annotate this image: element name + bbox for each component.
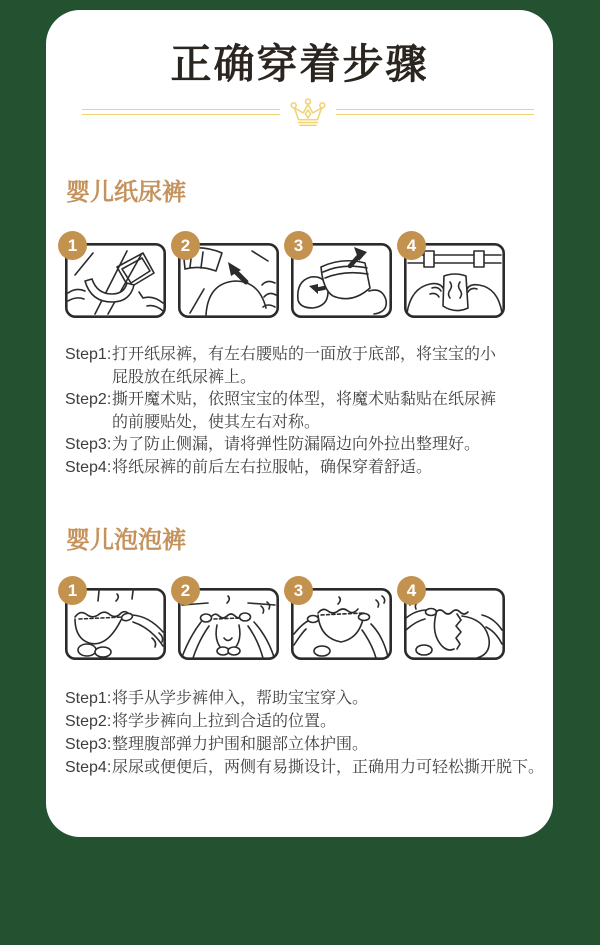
step-illustration-panel bbox=[291, 236, 392, 318]
step-illustration-panel bbox=[404, 581, 505, 660]
step-illustration-panel bbox=[291, 581, 392, 660]
step-illustration-panel bbox=[65, 236, 166, 318]
step-illustration-panel bbox=[178, 581, 279, 660]
step-illustration-panel bbox=[404, 236, 505, 318]
step-label: Step2: bbox=[65, 713, 112, 730]
step-label: Step2: bbox=[65, 391, 112, 408]
step-lines bbox=[112, 687, 545, 710]
step-number-badge: 1 bbox=[58, 576, 87, 605]
step-item bbox=[65, 389, 545, 434]
step-lines bbox=[112, 344, 545, 389]
step-line: 将学步裤向上拉到合适的位置。 bbox=[112, 713, 337, 730]
step-line: 尿尿或便便后，两侧有易撕设计，正确用力可轻松撕开脱下。 bbox=[112, 759, 545, 776]
step-number-badge: 4 bbox=[397, 231, 426, 260]
section-heading-pull-up-pants: 婴儿泡泡裤 bbox=[66, 527, 186, 554]
step-line: 打开纸尿裤，有左右腰贴的一面放于底部，将宝宝的小 bbox=[112, 346, 497, 363]
step-item bbox=[65, 710, 545, 733]
step-lines bbox=[112, 756, 545, 779]
step-item bbox=[65, 434, 545, 457]
step-item bbox=[65, 756, 545, 779]
step-line: 整理腹部弹力护围和腿部立体护围。 bbox=[112, 736, 369, 753]
divider-line-right bbox=[336, 109, 534, 115]
step-label: Step1: bbox=[65, 690, 112, 707]
divider-line-left bbox=[82, 109, 280, 115]
step-illustration-panel bbox=[178, 236, 279, 318]
section-heading-tape-diaper: 婴儿纸尿裤 bbox=[66, 179, 186, 206]
tape-diaper-steps-text bbox=[65, 344, 545, 479]
step-line: 将手从学步裤伸入，帮助宝宝穿入。 bbox=[112, 690, 369, 707]
step-number-badge: 1 bbox=[58, 231, 87, 260]
step-lines bbox=[112, 457, 545, 480]
step-label: Step3: bbox=[65, 436, 112, 453]
step-label: Step4: bbox=[65, 759, 112, 776]
step-lines bbox=[112, 434, 545, 457]
step-line: 将纸尿裤的前后左右拉服帖，确保穿着舒适。 bbox=[112, 458, 433, 476]
step-number-badge: 4 bbox=[397, 576, 426, 605]
step-label: Step3: bbox=[65, 736, 112, 753]
step-number-badge: 3 bbox=[284, 576, 313, 605]
step-number-badge: 2 bbox=[171, 231, 200, 260]
step-line: 为了防止侧漏，请将弹性防漏隔边向外拉出整理好。 bbox=[112, 436, 481, 453]
step-lines bbox=[112, 389, 545, 434]
step-label: Step4: bbox=[65, 458, 112, 476]
step-lines bbox=[112, 710, 545, 733]
content-card bbox=[46, 10, 553, 837]
page-title: 正确穿着步骤 bbox=[170, 41, 429, 87]
step-number-badge: 3 bbox=[284, 231, 313, 260]
step-line: 屁股放在纸尿裤上。 bbox=[112, 368, 257, 386]
step-number-badge: 2 bbox=[171, 576, 200, 605]
step-line: 的前腰贴处，使其左右对称。 bbox=[112, 413, 321, 431]
step-item bbox=[65, 457, 545, 480]
title-divider bbox=[82, 96, 534, 128]
step-item bbox=[65, 687, 545, 710]
step-lines bbox=[112, 733, 545, 756]
step-illustration-panel bbox=[65, 581, 166, 660]
step-item bbox=[65, 344, 545, 389]
step-line: 撕开魔术贴，依照宝宝的体型，将魔术贴黏贴在纸尿裤 bbox=[112, 391, 497, 408]
step-label: Step1: bbox=[65, 346, 112, 363]
step-item bbox=[65, 733, 545, 756]
crown-icon bbox=[287, 96, 329, 128]
pull-up-pants-steps-text bbox=[65, 687, 545, 779]
